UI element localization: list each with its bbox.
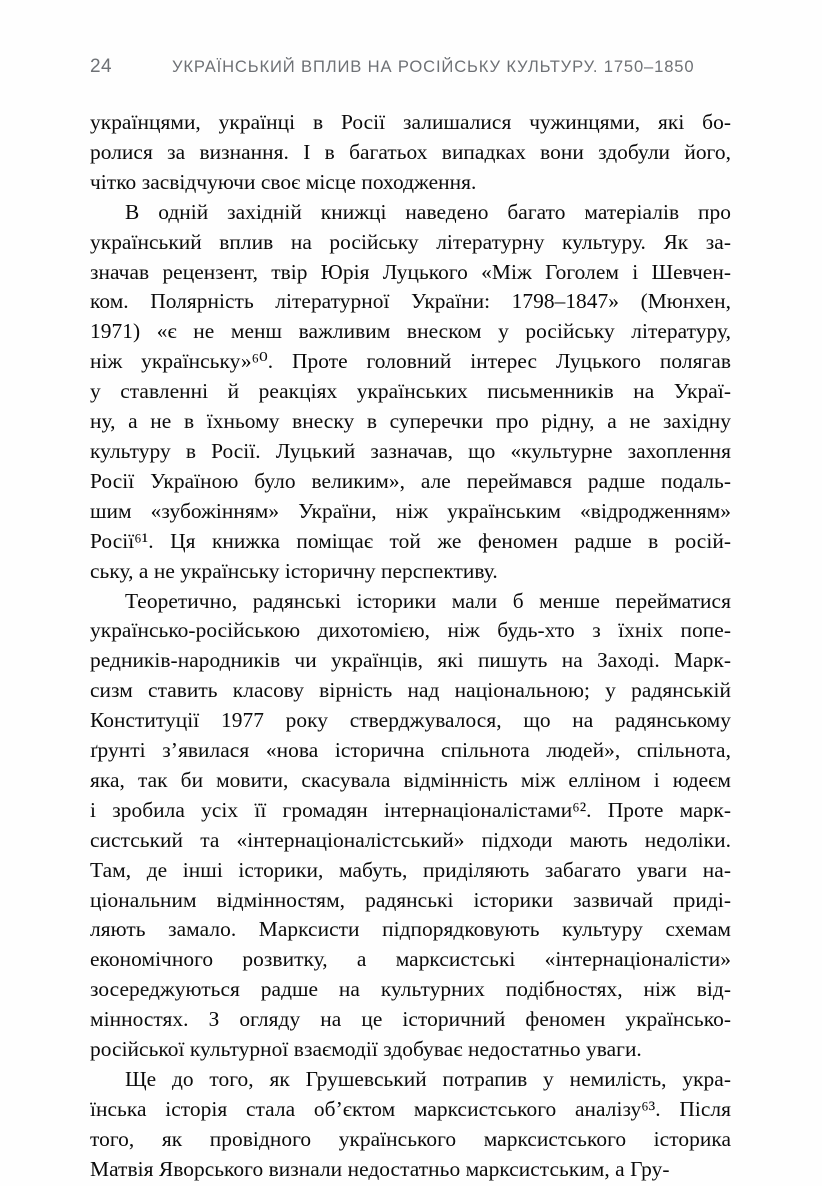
text-line: редників-народників чи українців, які пишуть на Заході. Марк- bbox=[90, 648, 731, 673]
text-line: того, як провідного українського марксистського історика bbox=[90, 1126, 731, 1151]
text-line: ніж українську»⁶⁰. Проте головний інтерес Луцького полягав bbox=[90, 349, 731, 374]
text-line: ську, а не українську історичну перспективу. bbox=[90, 558, 498, 583]
text-line: і зробила усіх її громадян інтернаціоналістами⁶². Проте марк- bbox=[90, 797, 731, 822]
text-line: українсько-російською дихотомією, ніж будь-хто з їхніх попе- bbox=[90, 618, 731, 643]
paragraph-3 bbox=[90, 587, 731, 1066]
running-header-title: УКРАЇНСЬКИЙ ВПЛИВ НА РОСІЙСЬКУ КУЛЬТУРУ. 1750–1850 bbox=[172, 57, 695, 76]
text-line: 1971) «є не менш важливим внеском у російську літературу, bbox=[90, 319, 731, 344]
text-line: мінностях. З огляду на це історичний феномен українсько- bbox=[90, 1007, 731, 1032]
text-line: український вплив на російську літературну культуру. Як за- bbox=[90, 229, 731, 254]
text-line: культуру в Росії. Луцький зазначав, що «культурне захоплення bbox=[90, 438, 731, 463]
paragraph-4 bbox=[90, 1065, 731, 1185]
paragraph-2 bbox=[90, 198, 731, 587]
page-number: 24 bbox=[90, 56, 112, 77]
text-line: яка, так би мовити, скасувала відмінність між елліном і юдеєм bbox=[90, 767, 731, 792]
text-line: ком. Полярність літературної України: 1798–1847» (Мюнхен, bbox=[90, 289, 731, 314]
text-line: сизм ставить класову вірність над національною; у радянській bbox=[90, 678, 731, 703]
text-line: ляють замало. Марксисти підпорядковують культуру схемам bbox=[90, 917, 731, 942]
text-line: значав рецензент, твір Юрія Луцького «Між Гоголем і Шевчен- bbox=[90, 259, 731, 284]
running-header bbox=[90, 56, 730, 82]
text-line: Росії⁶¹. Ця книжка поміщає той же феномен радше в росій- bbox=[90, 528, 731, 553]
text-line: Конституції 1977 року стверджувалося, що на радянському bbox=[90, 708, 731, 733]
text-line: чітко засвідчуючи своє місце походження. bbox=[90, 169, 477, 194]
text-line: Ще до того, як Грушевський потрапив у немилість, укра- bbox=[125, 1067, 731, 1091]
text-line: ціональним відмінностям, радянські історики зазвичай приді- bbox=[90, 887, 731, 912]
text-line: ну, а не в їхньому внеску в суперечки про рідну, а не західну bbox=[90, 409, 731, 434]
text-line: українцями, українці в Росії залишалися чужинцями, які бо- bbox=[90, 110, 731, 134]
text-line: Росії Україною було великим», але переймався радше подаль- bbox=[90, 468, 731, 493]
text-line: економічного розвитку, а марксистські «інтернаціоналісти» bbox=[90, 947, 731, 972]
body-text-column bbox=[90, 108, 731, 1185]
text-line: російської культурної взаємодії здобуває недостатньо уваги. bbox=[90, 1037, 642, 1062]
text-line: Там, де інші історики, мабуть, приділяють забагато уваги на- bbox=[90, 857, 731, 882]
text-line: систський та «інтернаціоналістський» підходи мають недоліки. bbox=[90, 827, 731, 852]
text-line: Теоретично, радянські історики мали б менше перейматися bbox=[125, 588, 731, 613]
text-line: Матвія Яворського визнали недостатньо марксистським, а Гру- bbox=[90, 1156, 670, 1181]
paragraph-1 bbox=[90, 108, 731, 198]
text-line: В одній західній книжці наведено багато матеріалів про bbox=[125, 199, 731, 224]
text-line: у ставленні й реакціях українських письменників на Украї- bbox=[90, 379, 731, 404]
text-line: шим «зубожінням» України, ніж українським «відродженням» bbox=[90, 498, 731, 523]
text-line: їнська історія стала об’єктом марксистського аналізу⁶³. Після bbox=[90, 1096, 731, 1121]
text-line: ролися за визнання. І в багатьох випадках вони здобули його, bbox=[90, 139, 731, 164]
text-line: зосереджуються радше на культурних подібностях, ніж від- bbox=[90, 977, 731, 1002]
text-line: ґрунті з’явилася «нова історична спільнота людей», спільнота, bbox=[90, 738, 731, 763]
